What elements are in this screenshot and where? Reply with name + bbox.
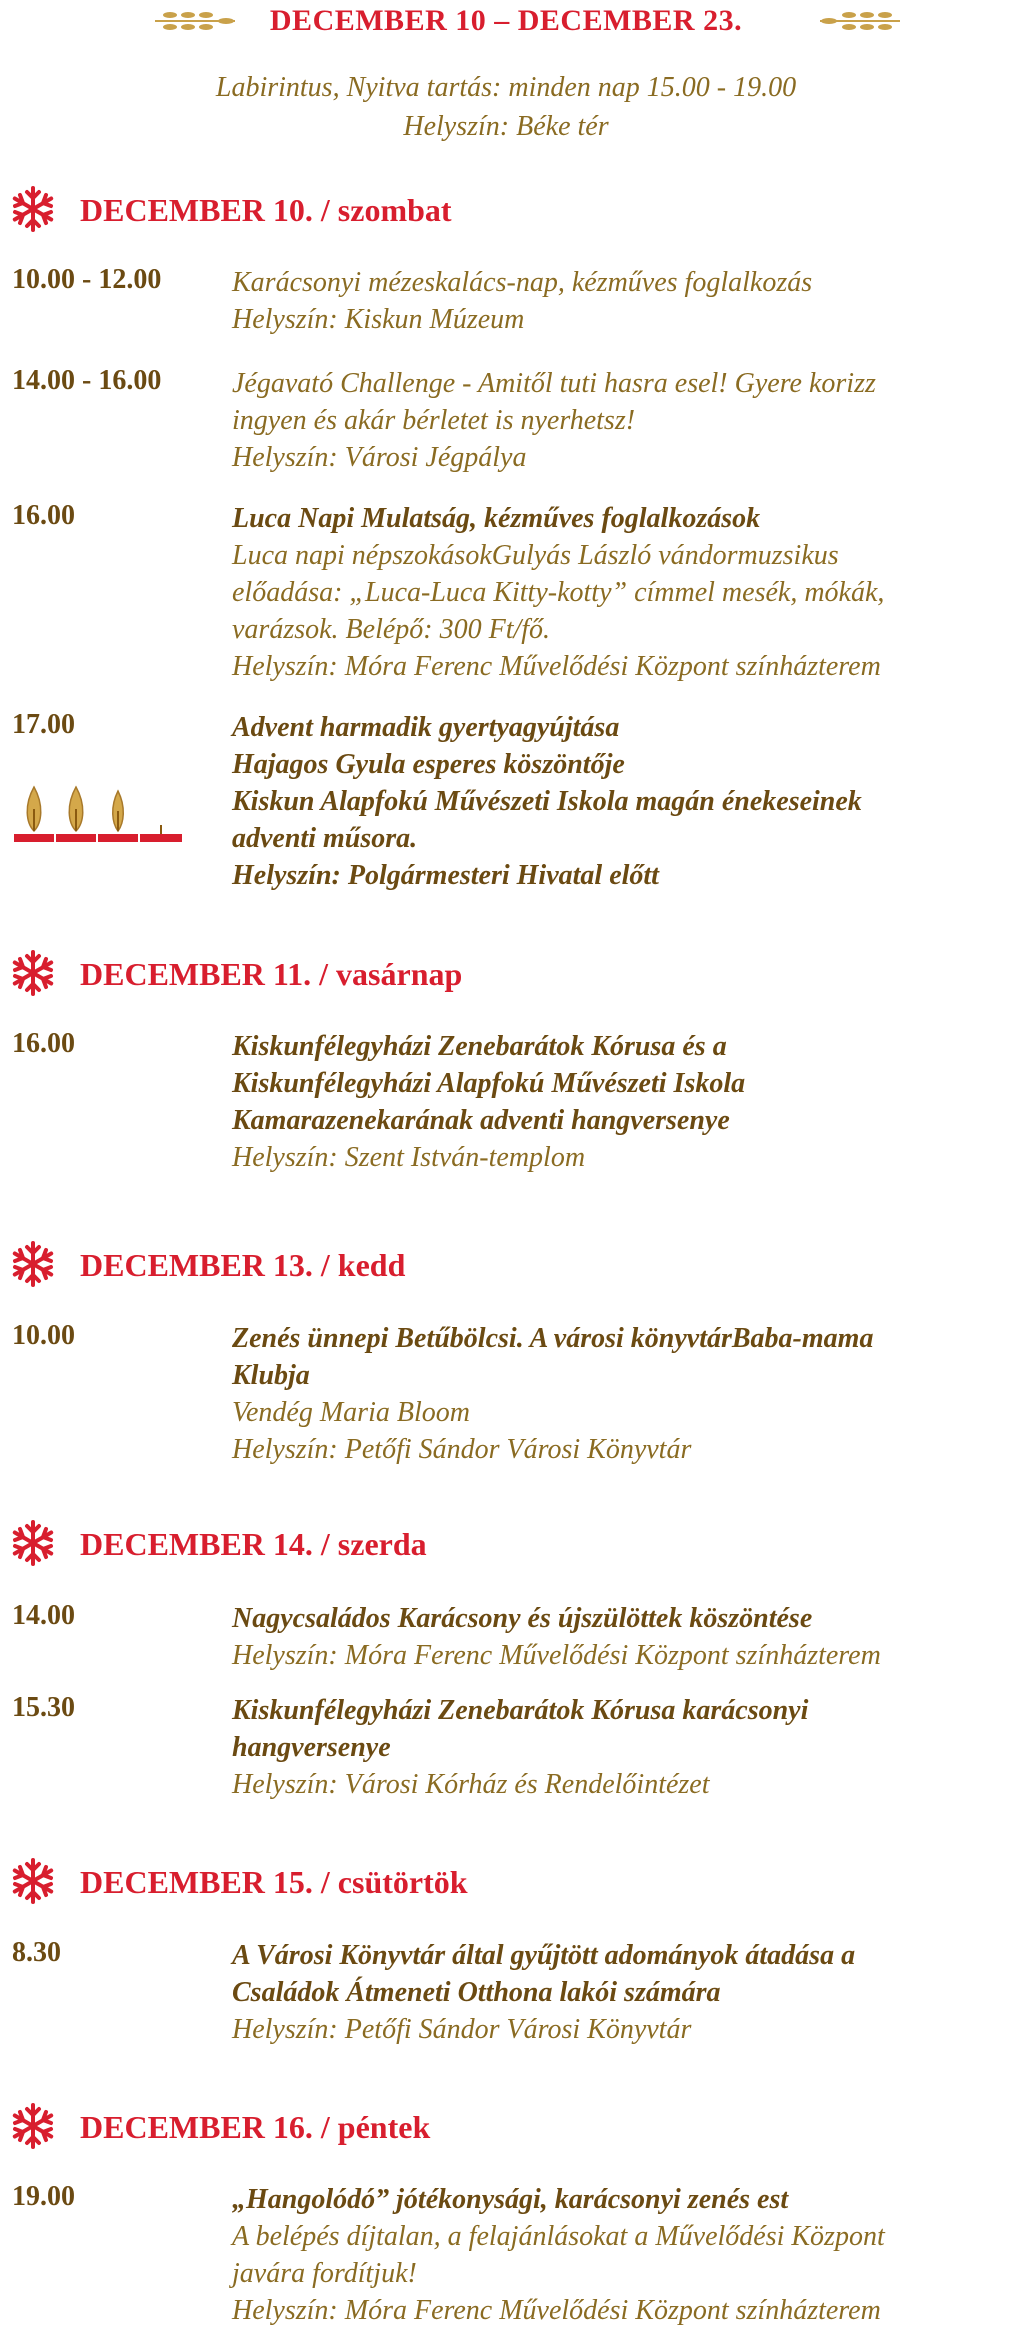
snowflake-icon [10, 186, 56, 232]
snowflake-icon [10, 950, 56, 996]
event-detail: javára fordítjuk! [232, 2258, 417, 2289]
event-title: Advent harmadik gyertyagyújtása [232, 712, 620, 743]
snowflake-icon [10, 1858, 56, 1904]
day-title: DECEMBER 11. / vasárnap [80, 956, 463, 992]
day-title: DECEMBER 15. / csütörtök [80, 1864, 468, 1900]
event-time: 19.00 [12, 2181, 75, 2212]
event-title: „Hangolódó” jótékonysági, karácsonyi zenés est [232, 2184, 789, 2215]
event-time: 14.00 [12, 1600, 75, 1631]
event-detail: Helyszín: Petőfi Sándor Városi Könyvtár [232, 1434, 692, 1465]
event-title-cont: ingyen és akár bérletet is nyerhetsz! [232, 405, 636, 436]
event-title: A Városi Könyvtár által gyűjtött adományok átadása a [232, 1940, 856, 1971]
event-detail: Luca napi népszokásokGulyás László vándormuzsikus [232, 540, 839, 571]
event-time: 15.30 [12, 1692, 75, 1723]
event-title: Nagycsaládos Karácsony és újszülöttek köszöntése [232, 1603, 813, 1634]
gold-branch-right-icon [815, 6, 905, 36]
header-location: Helyszín: Béke tér [403, 111, 609, 142]
snowflake-icon [10, 1241, 56, 1287]
event-time: 16.00 [12, 500, 75, 531]
event-detail: adventi műsora. [232, 823, 418, 854]
event-time: 10.00 - 12.00 [12, 264, 162, 295]
event-detail: Kiskun Alapfokú Művészeti Iskola magán énekeseinek [232, 786, 862, 817]
event-title: Jégavató Challenge - Amitől tuti hasra esel! Gyere korizz [232, 368, 876, 399]
event-time: 16.00 [12, 1028, 75, 1059]
page-title: DECEMBER 10 – DECEMBER 23. [269, 4, 743, 37]
event-detail: Helyszín: Polgármesteri Hivatal előtt [232, 860, 659, 891]
advent-candles-icon [12, 779, 192, 859]
event-detail: Helyszín: Kiskun Múzeum [232, 304, 525, 335]
event-title-cont: Kamarazenekarának adventi hangversenye [232, 1105, 730, 1136]
event-detail: Helyszín: Szent István-templom [232, 1142, 586, 1173]
event-time: 10.00 [12, 1320, 75, 1351]
snowflake-icon [10, 1520, 56, 1566]
event-title-cont: Klubja [232, 1360, 310, 1391]
event-detail: Hajagos Gyula esperes köszöntője [232, 749, 625, 780]
event-detail: A belépés díjtalan, a felajánlásokat a Művelődési Központ [232, 2221, 885, 2252]
event-detail: előadása: „Luca-Luca Kitty-kotty” címmel mesék, mókák, [232, 577, 885, 608]
event-time: 17.00 [12, 709, 75, 740]
event-detail: varázsok. Belépő: 300 Ft/fő. [232, 614, 551, 645]
event-title: Karácsonyi mézeskalács-nap, kézműves foglalkozás [232, 267, 813, 298]
event-title: Kiskunfélegyházi Zenebarátok Kórusa karácsonyi [232, 1695, 809, 1726]
header-opening-hours: Labirintus, Nyitva tartás: minden nap 15.00 - 19.00 [215, 72, 797, 103]
event-detail: Vendég Maria Bloom [232, 1397, 470, 1428]
event-time: 14.00 - 16.00 [12, 365, 162, 396]
day-title: DECEMBER 14. / szerda [80, 1526, 427, 1562]
day-title: DECEMBER 13. / kedd [80, 1247, 406, 1283]
event-detail: Helyszín: Móra Ferenc Művelődési Központ színházterem [232, 2295, 881, 2326]
event-detail: Helyszín: Móra Ferenc Művelődési Központ színházterem [232, 1640, 881, 1671]
event-title: Luca Napi Mulatság, kézműves foglalkozások [232, 503, 761, 534]
event-title: Zenés ünnepi Betűbölcsi. A városi könyvtárBaba-mama [232, 1323, 874, 1354]
event-title-cont: Kiskunfélegyházi Alapfokú Művészeti Iskola [232, 1068, 746, 1099]
event-detail: Helyszín: Petőfi Sándor Városi Könyvtár [232, 2014, 692, 2045]
event-title: Kiskunfélegyházi Zenebarátok Kórusa és a [232, 1031, 727, 1062]
event-title-cont: Családok Átmeneti Otthona lakói számára [232, 1977, 721, 2008]
snowflake-icon [10, 2103, 56, 2149]
event-detail: Helyszín: Városi Kórház és Rendelőintézet [232, 1769, 710, 1800]
event-title-cont: hangversenye [232, 1732, 391, 1763]
event-detail: Helyszín: Móra Ferenc Művelődési Központ színházterem [232, 651, 881, 682]
event-detail: Helyszín: Városi Jégpálya [232, 442, 527, 473]
day-title: DECEMBER 10. / szombat [80, 192, 452, 228]
event-time: 8.30 [12, 1937, 61, 1968]
day-title: DECEMBER 16. / péntek [80, 2109, 431, 2145]
